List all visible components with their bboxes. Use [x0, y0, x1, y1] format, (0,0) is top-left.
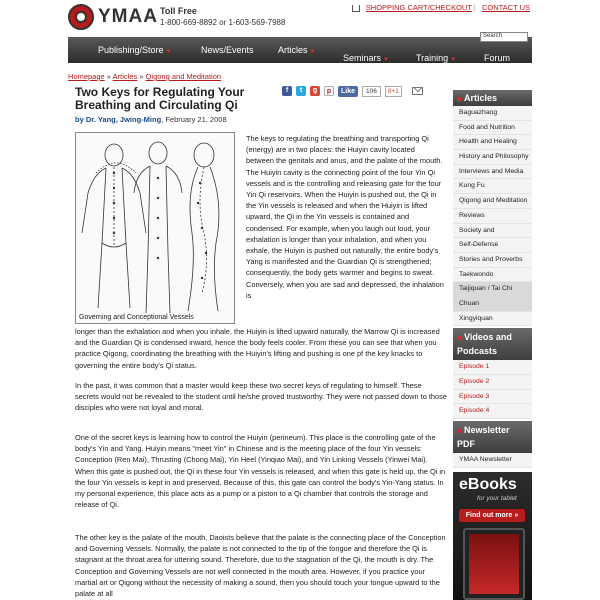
article-paragraph-4: The other key is the palate of the mouth. Daoists believe that the palate is the connecting place of the Conception and Governing Vessels. Normally, the palate is not connected to the tip of the tongue and therefore the Qi is stagnant at the throat area for uttering sound. Therefore, due to the stagnation of the Qi, the mouth is dry. The Conception and Governing Vessels are not well connected in the mouth area. However, if you practice your martial art or Qigong without the necessity of making a sound, then you should touch your tongue upward to the palate at all — [75, 533, 446, 599]
sidebar-item-reviews[interactable]: Reviews — [453, 209, 532, 224]
ebooks-title: eBooks — [459, 476, 517, 493]
find-out-more-button[interactable]: Find out more » — [459, 509, 525, 522]
sidebar-item-qigong-meditation[interactable]: Qigong and Meditation — [453, 194, 532, 209]
breadcrumb-articles[interactable]: Articles — [112, 72, 138, 81]
sidebar-item-episode-2[interactable]: Episode 2 — [453, 375, 532, 390]
sidebar-item-taekwondo[interactable]: Taekwondo — [453, 268, 532, 283]
sidebar-item-episode-1[interactable]: Episode 1 — [453, 360, 532, 375]
breadcrumb: Homepage » Articles » Qigong and Meditation — [68, 72, 222, 81]
sidebar-item-health-healing[interactable]: Health and Healing — [453, 135, 532, 150]
email-icon[interactable] — [412, 87, 423, 95]
facebook-icon[interactable]: f — [282, 86, 292, 96]
bullet-square-icon — [457, 429, 461, 433]
facebook-like-button[interactable]: Like — [338, 86, 358, 97]
sidebar-articles-heading: Articles — [453, 90, 532, 106]
nav-seminars[interactable]: Seminars ▼ — [343, 53, 389, 63]
ymaa-logo-icon[interactable] — [68, 4, 94, 30]
bullet-square-icon — [457, 336, 461, 340]
ebooks-subtitle: for your tablet — [477, 495, 517, 502]
nav-articles[interactable]: Articles ▼ — [278, 45, 316, 55]
like-count: 106 — [362, 86, 381, 97]
chevron-down-icon: ▼ — [165, 49, 172, 55]
contact-us-link[interactable]: CONTACT US — [481, 3, 530, 12]
main-nav — [68, 33, 532, 63]
sidebar-item-food-nutrition[interactable]: Food and Nutrition — [453, 121, 532, 136]
chevron-down-icon: ▼ — [309, 49, 316, 55]
sidebar-item-episode-3[interactable]: Episode 3 — [453, 390, 532, 405]
sidebar-videos-heading: Videos and Podcasts — [453, 328, 532, 360]
breadcrumb-home[interactable]: Homepage — [68, 72, 105, 81]
breadcrumb-category[interactable]: Qigong and Meditation — [145, 72, 222, 81]
cart-icon — [352, 5, 360, 12]
brand-name[interactable]: YMAA — [98, 6, 158, 27]
sidebar-item-ymaa-newsletter[interactable]: YMAA Newsletter — [453, 453, 532, 468]
article-paragraph-3: One of the secret keys is learning how to control the Huiyin (perineum). This place is the controlling gate of the body's Yin and Yang. Huiyin means "meet Yin" in Chinese and is the meeting place of the four Yin vessels: Conception (Ren Mai), Thrusting (Chong Mai), Yin Heel (Yinqiao Mai), and Yin Linking Vessels (Yinwei Mai). When this gate is pushed out, the Qi in these four Yin vessels is released, and when this gate is held up, the Qi in the four Yin vessels is kept in and preserved. Because of this, this gate can control the body's Yin-Yang status. In my personal experience, this place acts as a pump or a piston to a Qi chamber that controls the storage and release of Qi. — [75, 433, 446, 510]
phone-numbers: 1-800-669-8892 or 1-603-569-7988 — [160, 18, 286, 27]
author-name[interactable]: Dr. Yang, Jwing-Ming — [85, 115, 162, 124]
search-input[interactable]: Search — [480, 32, 528, 42]
sidebar-item-society[interactable]: Society and — [453, 224, 532, 239]
chevron-down-icon: ▼ — [383, 57, 389, 63]
bullet-square-icon — [457, 97, 461, 101]
sidebar-item-history-philosophy[interactable]: History and Philosophy — [453, 150, 532, 165]
chevron-down-icon: ▼ — [450, 57, 457, 63]
nav-training[interactable]: Training ▼ — [416, 53, 457, 63]
meridian-diagram-image — [76, 133, 236, 325]
vessels-figure — [75, 132, 235, 324]
site-header — [0, 0, 600, 36]
nav-news-events[interactable]: News/Events — [201, 45, 254, 55]
sidebar-item-taijiquan[interactable]: Taijiquan / Tai Chi Chuan — [453, 282, 532, 311]
google-icon[interactable]: g — [310, 86, 320, 96]
pinterest-icon[interactable]: p — [324, 86, 334, 96]
twitter-icon[interactable]: t — [296, 86, 306, 96]
sidebar-newsletter-heading: Newsletter PDF — [453, 421, 532, 453]
sidebar-item-episode-4[interactable]: Episode 4 — [453, 404, 532, 419]
nav-forum[interactable]: Forum — [484, 53, 511, 63]
sidebar-item-self-defense[interactable]: Self-Defense — [453, 238, 532, 253]
sidebar-item-baguazhang[interactable]: Baguazhang — [453, 106, 532, 121]
article-paragraph-2: In the past, it was common that a master would keep these two secret keys of regulating to himself. These secrets would not be revealed to the student until he/she proved trustworthy. They were not passed down to those disciples who were not loyal and moral. — [75, 381, 447, 413]
toll-free-label: Toll Free — [160, 6, 197, 16]
nav-publishing-store[interactable]: Publishing/Store ▼ — [98, 45, 172, 55]
article-paragraph-1-cont: longer than the exhalation and when you inhale, the Huiyin is lifted upward naturally, the Marrow Qi is increased and the Guardian Qi is condensed inward, hence the body feels cooler. From these you can see that when you practice Qigong, coordinating the breathing with the Huiyin's lifting and pushing is one pf the key knacks to governing the entire body's Qi status. — [75, 327, 440, 370]
article-meta: by Dr. Yang, Jwing-Ming, February 21, 2008 — [75, 115, 227, 124]
sidebar-item-stories-proverbs[interactable]: Stories and Proverbs — [453, 253, 532, 268]
article-paragraph-1: The keys to regulating the breathing and transporting Qi (energy) are in two places: the Huiyin cavity located between the genitals and anus, and the palate of the mouth. The Huiyin cavity is the connecting point of the four Yin Qi vessels and is the controlling and releasing gate for the four Yin Qi reservoirs. When the Huiyin is pushed out, the Qi in the Yin vessels is released and when the Huiyin is lifted upward, the Qi in the Yin vessels is contained and condensed. For example, when you laugh out loud, your exhalation is longer than your inhalation, and when you exhale, the Huiyin is pushed out naturally, the entire body's Yang is manifested and the Guardian Qi is strengthened; consequently, the body gets warmer and begins to sweat. Conversely, when you are sad and depressed, the inhalation is — [246, 134, 444, 300]
sidebar — [453, 90, 532, 468]
sidebar-item-interviews-media[interactable]: Interviews and Media — [453, 165, 532, 180]
article-title: Two Keys for Regulating Your Breathing and Circulating Qi — [75, 85, 245, 112]
figure-caption: Governing and Conceptional Vessels — [79, 314, 194, 321]
ebooks-promo[interactable] — [453, 472, 532, 600]
share-bar — [282, 85, 423, 97]
article-date: , February 21, 2008 — [161, 115, 227, 124]
google-plus-one-button[interactable]: 8+1 — [385, 86, 402, 97]
tablet-image — [463, 528, 525, 600]
top-links: SHOPPING CART/CHECKOUT | CONTACT US — [352, 3, 530, 12]
sidebar-item-xingyiquan[interactable]: Xingyiquan — [453, 312, 532, 327]
cart-checkout-link[interactable]: SHOPPING CART/CHECKOUT — [365, 3, 472, 12]
sidebar-item-kung-fu[interactable]: Kung Fu — [453, 179, 532, 194]
